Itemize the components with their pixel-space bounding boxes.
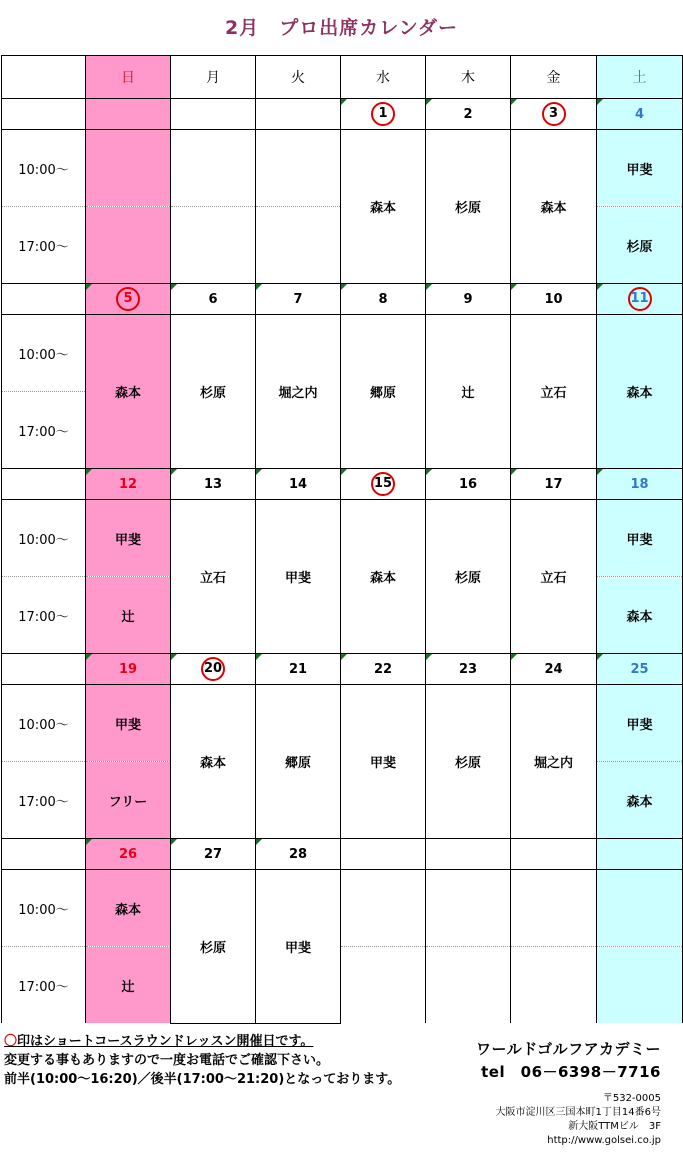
- date-row-blank: [2, 284, 86, 315]
- instructor-cell-pm: [341, 947, 426, 1024]
- instructor-cell: [341, 685, 426, 839]
- instructor-cell: [426, 685, 511, 839]
- instructor-cell-pm: [511, 947, 597, 1024]
- instructor-cell: [511, 685, 597, 839]
- instructor-cell: [171, 870, 256, 1024]
- date-cell: [86, 99, 171, 130]
- date-number: 4: [634, 106, 645, 122]
- date-cell: [597, 469, 683, 500]
- instructor-cell: [171, 500, 256, 654]
- instructor-cell: [511, 500, 597, 654]
- instructor-name: 辻: [461, 386, 475, 401]
- instructor-cell: [171, 685, 256, 839]
- cell-corner-marker: [256, 284, 262, 290]
- company-tel: tel 06－6398－7716: [481, 1063, 661, 1081]
- instructor-name: 甲斐: [626, 717, 653, 733]
- date-cell: [171, 284, 256, 315]
- instructor-cell-am: [86, 500, 171, 577]
- date-cell: [256, 839, 341, 870]
- instructor-name: 堀之内: [278, 386, 318, 401]
- instructor-name: 辻: [121, 979, 135, 995]
- address-block: [496, 1092, 661, 1148]
- cell-corner-marker: [597, 654, 603, 660]
- date-cell: [511, 839, 597, 870]
- time-label-pm: 17:00～: [2, 577, 86, 654]
- cell-corner-marker: [256, 469, 262, 475]
- date-number: 27: [203, 846, 223, 862]
- cell-corner-marker: [511, 654, 517, 660]
- instructor-cell: [256, 500, 341, 654]
- instructor-cell: [256, 870, 341, 1024]
- weekday-header: 木: [426, 56, 511, 99]
- time-label-pm: 17:00～: [2, 392, 86, 469]
- time-label-am: 10:00～: [2, 500, 86, 577]
- circled-date-number: 20: [201, 657, 225, 681]
- weekday-header: 日: [86, 56, 171, 99]
- instructor-cell: [341, 130, 426, 284]
- attendance-calendar: [1, 55, 683, 1024]
- date-cell: [597, 839, 683, 870]
- weekday-header: 月: [171, 56, 256, 99]
- date-number: 6: [208, 291, 218, 307]
- cell-corner-marker: [426, 284, 432, 290]
- instructor-name: 郷原: [369, 386, 396, 401]
- cell-corner-marker: [597, 99, 603, 105]
- instructor-cell-pm: [86, 207, 171, 284]
- instructor-name: 森本: [626, 794, 653, 810]
- date-cell: [511, 654, 597, 685]
- date-number: 26: [118, 846, 138, 862]
- date-cell: [597, 99, 683, 130]
- instructor-cell: [86, 315, 171, 469]
- date-cell: [511, 284, 597, 315]
- date-cell: [426, 839, 511, 870]
- instructor-cell-am: [597, 130, 683, 207]
- date-cell: [597, 654, 683, 685]
- date-number: 22: [373, 661, 393, 677]
- date-row-blank: [2, 839, 86, 870]
- instructor-name: 甲斐: [626, 162, 653, 178]
- cell-corner-marker: [171, 469, 177, 475]
- date-number: 13: [203, 476, 223, 492]
- date-cell: [597, 284, 683, 315]
- instructor-cell-am: [256, 130, 341, 207]
- instructor-cell-pm: [597, 577, 683, 654]
- instructor-name: フリー: [108, 794, 148, 810]
- instructor-name: 甲斐: [284, 940, 311, 956]
- cell-corner-marker: [426, 469, 432, 475]
- cell-corner-marker: [426, 99, 432, 105]
- instructor-name: 杉原: [454, 201, 481, 216]
- date-number: 28: [288, 846, 308, 862]
- date-number: 25: [630, 661, 649, 677]
- date-number: 24: [544, 661, 563, 677]
- instructor-cell: [511, 315, 597, 469]
- instructor-cell-am: [341, 870, 426, 947]
- instructor-cell: [511, 130, 597, 284]
- page-title: 2月 プロ出席カレンダー: [225, 17, 458, 39]
- cell-corner-marker: [171, 839, 177, 845]
- cell-corner-marker: [511, 99, 517, 105]
- header-blank-cell: [2, 56, 86, 99]
- footer-note-2: 変更する事もありますので一度お電話でご確認下さい。: [4, 1053, 330, 1068]
- date-number: 9: [463, 291, 473, 307]
- instructor-cell-am: [597, 685, 683, 762]
- time-label-pm: 17:00～: [2, 947, 86, 1024]
- cell-corner-marker: [341, 654, 347, 660]
- instructor-cell: [426, 130, 511, 284]
- circled-date-number: 11: [628, 287, 652, 311]
- cell-corner-marker: [597, 284, 603, 290]
- instructor-name: 杉原: [454, 571, 481, 586]
- instructor-cell-pm: [426, 947, 511, 1024]
- instructor-name: 杉原: [454, 756, 481, 771]
- circled-date-number: 1: [371, 102, 395, 126]
- cell-corner-marker: [256, 654, 262, 660]
- date-number: 21: [288, 661, 308, 677]
- instructor-name: 森本: [369, 571, 396, 586]
- date-cell: [341, 654, 426, 685]
- date-cell: [256, 284, 341, 315]
- company-name: ワールドゴルフアカデミー: [476, 1040, 661, 1058]
- cell-corner-marker: [171, 284, 177, 290]
- instructor-cell: [426, 500, 511, 654]
- date-cell: [341, 284, 426, 315]
- date-cell: [511, 469, 597, 500]
- date-cell: [86, 839, 171, 870]
- website-url: http://www.golsei.co.jp: [547, 1135, 661, 1146]
- date-cell: [171, 654, 256, 685]
- instructor-cell: [426, 315, 511, 469]
- instructor-name: 堀之内: [533, 756, 573, 771]
- date-number: 12: [118, 476, 138, 492]
- circled-date-number: 5: [116, 287, 140, 311]
- cell-corner-marker: [597, 469, 603, 475]
- date-cell: [171, 469, 256, 500]
- footer-notes: [4, 1032, 464, 1089]
- instructor-cell-am: [86, 130, 171, 207]
- instructor-cell-pm: [86, 762, 171, 839]
- instructor-name: 甲斐: [284, 571, 311, 586]
- postal-code: 〒532-0005: [602, 1093, 661, 1104]
- date-cell: [256, 99, 341, 130]
- instructor-name: 森本: [626, 386, 653, 401]
- date-number: 19: [118, 661, 138, 677]
- date-cell: [171, 839, 256, 870]
- circled-date-number: 15: [371, 472, 395, 496]
- instructor-name: 杉原: [626, 239, 653, 255]
- circle-mark-icon: 〇: [4, 1034, 18, 1049]
- date-cell: [426, 284, 511, 315]
- cell-corner-marker: [171, 654, 177, 660]
- date-cell: [86, 469, 171, 500]
- cell-corner-marker: [341, 99, 347, 105]
- instructor-cell-pm: [597, 762, 683, 839]
- cell-corner-marker: [86, 284, 92, 290]
- date-cell: [426, 469, 511, 500]
- time-label-am: 10:00～: [2, 315, 86, 392]
- date-cell: [256, 469, 341, 500]
- instructor-name: 甲斐: [369, 756, 396, 771]
- instructor-name: 立石: [540, 571, 567, 586]
- weekday-header: 金: [511, 56, 597, 99]
- cell-corner-marker: [86, 469, 92, 475]
- date-number: 7: [293, 291, 303, 307]
- date-cell: [341, 99, 426, 130]
- date-cell: [511, 99, 597, 130]
- instructor-cell-am: [171, 130, 256, 207]
- instructor-name: 森本: [540, 201, 567, 216]
- time-label-am: 10:00～: [2, 870, 86, 947]
- instructor-name: 杉原: [199, 386, 226, 401]
- cell-corner-marker: [86, 839, 92, 845]
- instructor-cell-pm: [597, 207, 683, 284]
- cell-corner-marker: [511, 284, 517, 290]
- instructor-name: 立石: [199, 571, 226, 586]
- date-row-blank: [2, 99, 86, 130]
- instructor-name: 甲斐: [626, 532, 653, 548]
- weekday-header: 土: [597, 56, 683, 99]
- instructor-name: 甲斐: [114, 532, 141, 548]
- instructor-name: 辻: [121, 609, 135, 625]
- instructor-name: 森本: [369, 201, 396, 216]
- date-row-blank: [2, 654, 86, 685]
- instructor-name: 郷原: [284, 756, 311, 771]
- cell-corner-marker: [341, 469, 347, 475]
- time-label-am: 10:00～: [2, 685, 86, 762]
- date-cell: [426, 654, 511, 685]
- instructor-cell-am: [86, 685, 171, 762]
- instructor-name: 甲斐: [114, 717, 141, 733]
- time-label-pm: 17:00～: [2, 762, 86, 839]
- instructor-cell-am: [597, 500, 683, 577]
- date-number: 18: [630, 476, 649, 492]
- instructor-cell-am: [86, 870, 171, 947]
- instructor-cell: [341, 500, 426, 654]
- instructor-name: 森本: [114, 902, 141, 918]
- date-number: 23: [458, 661, 478, 677]
- date-cell: [171, 99, 256, 130]
- date-number: 10: [544, 291, 563, 307]
- instructor-cell-pm: [256, 207, 341, 284]
- instructor-cell: [597, 315, 683, 469]
- cell-corner-marker: [86, 654, 92, 660]
- weekday-header: 水: [341, 56, 426, 99]
- instructor-name: 立石: [540, 386, 567, 401]
- date-number: 14: [288, 476, 308, 492]
- instructor-cell: [256, 685, 341, 839]
- date-number: 8: [378, 291, 388, 307]
- date-cell: [86, 654, 171, 685]
- weekday-header: 火: [256, 56, 341, 99]
- date-row-blank: [2, 469, 86, 500]
- instructor-cell: [341, 315, 426, 469]
- date-number: 16: [458, 476, 478, 492]
- cell-corner-marker: [256, 839, 262, 845]
- date-number: 2: [463, 106, 473, 122]
- instructor-cell-am: [426, 870, 511, 947]
- instructor-cell-am: [597, 870, 683, 947]
- instructor-cell-pm: [86, 947, 171, 1024]
- cell-corner-marker: [426, 654, 432, 660]
- time-label-am: 10:00～: [2, 130, 86, 207]
- cell-corner-marker: [511, 469, 517, 475]
- footer-note-3: 前半(10:00～16:20)／後半(17:00～21:20)となっております。: [4, 1072, 401, 1087]
- instructor-name: 森本: [114, 386, 141, 401]
- instructor-cell-am: [511, 870, 597, 947]
- date-cell: [426, 99, 511, 130]
- instructor-cell: [256, 315, 341, 469]
- cell-corner-marker: [341, 284, 347, 290]
- date-cell: [341, 839, 426, 870]
- instructor-cell-pm: [597, 947, 683, 1024]
- date-cell: [256, 654, 341, 685]
- time-label-pm: 17:00～: [2, 207, 86, 284]
- instructor-cell-pm: [171, 207, 256, 284]
- footer-note-1: 〇印はショートコースラウンドレッスン開催日です。: [4, 1034, 314, 1049]
- circled-date-number: 3: [542, 102, 566, 126]
- date-cell: [341, 469, 426, 500]
- date-cell: [86, 284, 171, 315]
- company-block: [476, 1038, 661, 1084]
- street-address: 大阪市淀川区三国本町1丁目14番6号: [495, 1107, 661, 1118]
- instructor-name: 杉原: [199, 940, 226, 956]
- date-number: 17: [544, 476, 563, 492]
- building-name: 新大阪TTMビル 3F: [568, 1121, 661, 1132]
- instructor-name: 森本: [626, 609, 653, 625]
- instructor-cell-pm: [86, 577, 171, 654]
- instructor-name: 森本: [199, 756, 226, 771]
- instructor-cell: [171, 315, 256, 469]
